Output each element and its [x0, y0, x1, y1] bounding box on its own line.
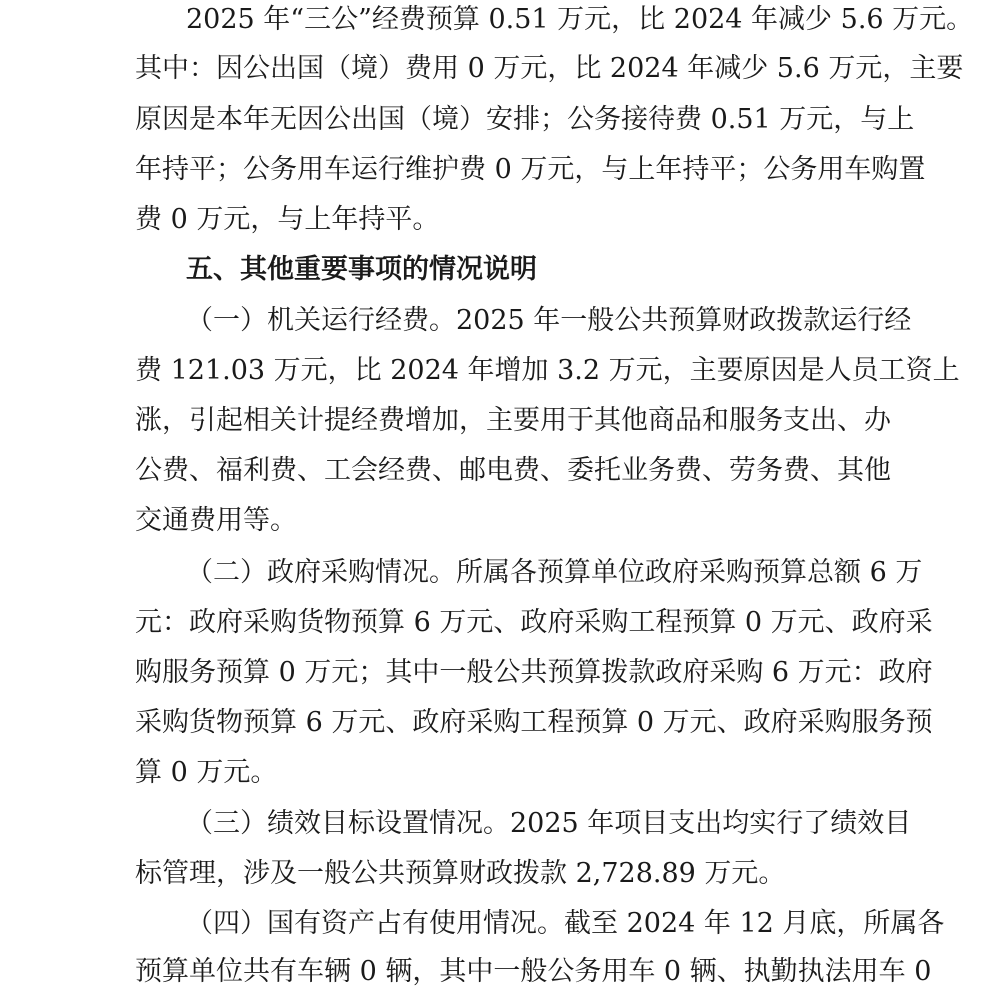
item-2-line-3: 购服务预算 0 万元；其中一般公共预算拨款政府采购 6 万元：政府: [135, 657, 933, 688]
item-2-line-1: （二）政府采购情况。所属各预算单位政府采购预算总额 6 万: [186, 557, 923, 588]
item-3-line-2: 标管理，涉及一般公共预算财政拨款 2,728.89 万元。: [135, 858, 786, 889]
item-1-line-5: 交通费用等。: [135, 505, 297, 536]
section-heading: 五、其他重要事项的情况说明: [186, 254, 537, 285]
item-4-line-1: （四）国有资产占有使用情况。截至 2024 年 12 月底，所属各: [186, 908, 945, 939]
item-2-line-5: 算 0 万元。: [135, 757, 278, 788]
paragraph-sangong-line-5: 费 0 万元，与上年持平。: [135, 204, 440, 235]
item-4-line-2: 预算单位共有车辆 0 辆，其中一般公务用车 0 辆、执勤执法用车 0: [135, 956, 932, 987]
paragraph-sangong-line-1: 2025 年“三公”经费预算 0.51 万元，比 2024 年减少 5.6 万元。: [186, 4, 974, 35]
item-1-line-2: 费 121.03 万元，比 2024 年增加 3.2 万元，主要原因是人员工资上: [135, 355, 960, 386]
item-1-line-1: （一）机关运行经费。2025 年一般公共预算财政拨款运行经: [186, 305, 912, 336]
item-2-line-2: 元：政府采购货物预算 6 万元、政府采购工程预算 0 万元、政府采: [135, 607, 933, 638]
paragraph-sangong-line-3: 原因是本年无因公出国（境）安排；公务接待费 0.51 万元，与上: [135, 104, 915, 135]
item-1-line-3: 涨，引起相关计提经费增加，主要用于其他商品和服务支出、办: [135, 405, 891, 436]
paragraph-sangong-line-4: 年持平；公务用车运行维护费 0 万元，与上年持平；公务用车购置: [135, 154, 926, 185]
item-1-line-4: 公费、福利费、工会经费、邮电费、委托业务费、劳务费、其他: [135, 455, 891, 486]
paragraph-sangong-line-2: 其中：因公出国（境）费用 0 万元，比 2024 年减少 5.6 万元，主要: [135, 53, 964, 84]
item-3-line-1: （三）绩效目标设置情况。2025 年项目支出均实行了绩效目: [186, 808, 912, 839]
item-2-line-4: 采购货物预算 6 万元、政府采购工程预算 0 万元、政府采购服务预: [135, 707, 933, 738]
